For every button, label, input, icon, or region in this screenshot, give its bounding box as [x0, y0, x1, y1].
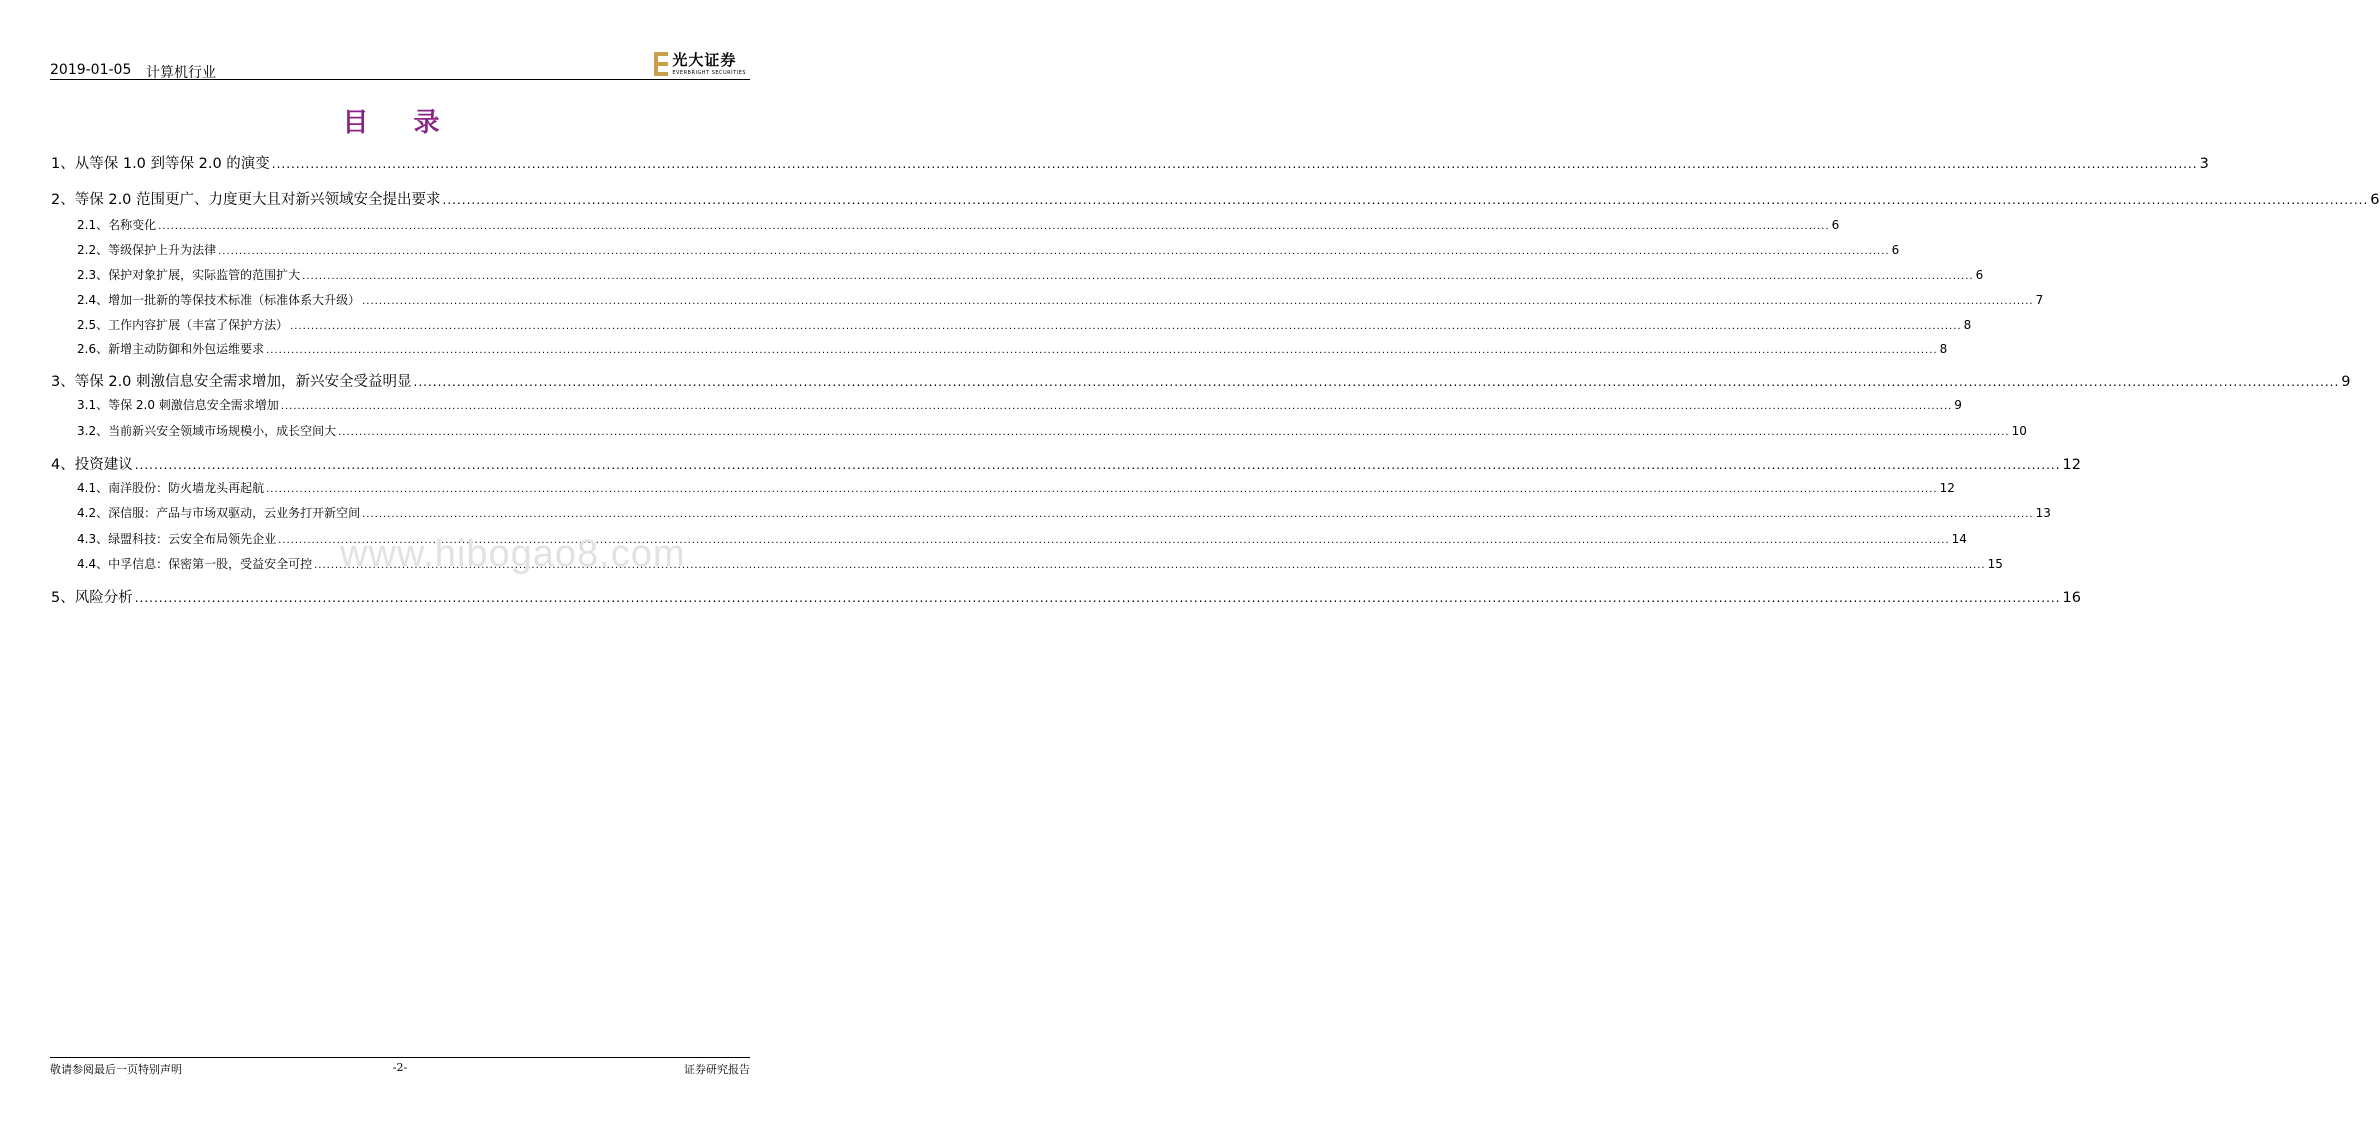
toc-entry-page: 7: [2035, 293, 2044, 307]
toc-entry[interactable]: [51, 291, 2044, 309]
toc-entry-title: 风险分析: [74, 590, 133, 606]
toc-entry-page: 10: [2011, 424, 2027, 438]
toc-entry-title: 南洋股份：防火墙龙头再起航: [108, 481, 265, 495]
toc-entry-title: 等保 2.0 范围更广、力度更大且对新兴领域安全提出要求: [74, 192, 441, 208]
toc-entry-title: 新增主动防御和外包运维要求: [108, 342, 265, 356]
toc-entry-number: 1、: [51, 156, 75, 172]
toc-entry-number: 5、: [51, 590, 75, 606]
toc-dot-leader: ................................................................................................................................................................................................................................................................................................................................................................................................................: [266, 484, 1938, 495]
page-header: [50, 50, 750, 80]
toc-entry-number: 2、: [51, 192, 75, 208]
toc-entry-number: 4.1、: [77, 481, 109, 495]
toc-entry[interactable]: [51, 396, 1962, 414]
toc-dot-leader: ................................................................................................................................................................................................................................................................................................................................................................................................................: [442, 193, 2369, 207]
toc-entry-number: 3、: [51, 374, 75, 390]
toc-entry-number: 3.2、: [77, 424, 109, 438]
report-type: 证券研究报告: [684, 1063, 750, 1076]
toc-entry-page: 8: [1963, 318, 1972, 332]
toc-entry[interactable]: [51, 555, 2003, 573]
toc-entry-number: 3.1、: [77, 398, 109, 412]
toc-entry-title: 增加一批新的等保技术标准（标准体系大升级）: [108, 293, 361, 307]
toc-entry[interactable]: [51, 479, 1955, 497]
toc-entry[interactable]: [51, 152, 2209, 174]
toc-entry[interactable]: [51, 370, 2351, 392]
toc-entry-page: 14: [1951, 532, 1967, 546]
toc-dot-leader: ................................................................................................................................................................................................................................................................................................................................................................................................................: [302, 271, 1974, 282]
toc-entry-page: 6: [1891, 243, 1900, 257]
logo-name-cn: 光大证券: [672, 50, 737, 69]
toc-dot-leader: ................................................................................................................................................................................................................................................................................................................................................................................................................: [134, 458, 2061, 472]
toc-entry[interactable]: [51, 530, 1967, 548]
toc-entry[interactable]: [51, 422, 2027, 440]
toc-entry-title: 名称变化: [108, 218, 157, 232]
logo-name-en: EVERBRIGHT SECURITIES: [672, 69, 746, 76]
toc-dot-leader: ................................................................................................................................................................................................................................................................................................................................................................................................................: [362, 296, 2034, 307]
toc-dot-leader: ................................................................................................................................................................................................................................................................................................................................................................................................................: [280, 401, 1953, 412]
toc-entry[interactable]: [51, 188, 2380, 210]
toc-entry[interactable]: [51, 340, 1948, 358]
toc-entry-number: 2.5、: [77, 318, 109, 332]
toc-entry-number: 2.4、: [77, 293, 109, 307]
toc-entry-title: 保护对象扩展，实际监管的范围扩大: [108, 268, 301, 282]
toc-entry[interactable]: [51, 316, 1972, 334]
logo-mark-icon: [654, 52, 668, 76]
toc-entry-number: 2.2、: [77, 243, 109, 257]
toc-entry-title: 等级保护上升为法律: [108, 243, 217, 257]
toc-dot-leader: ................................................................................................................................................................................................................................................................................................................................................................................................................: [362, 509, 2034, 520]
toc-entry-number: 2.1、: [77, 218, 109, 232]
toc-entry-title: 深信服：产品与市场双驱动，云业务打开新空间: [108, 506, 361, 520]
watermark: www.hibogao8.com: [340, 533, 686, 575]
toc-entry-page: 9: [1954, 398, 1962, 412]
everbright-logo: [654, 50, 746, 78]
toc-entry[interactable]: [51, 266, 1984, 284]
toc-entry[interactable]: [51, 504, 2051, 522]
toc-dot-leader: ................................................................................................................................................................................................................................................................................................................................................................................................................: [271, 157, 2198, 171]
toc-entry-page: 13: [2035, 506, 2051, 520]
toc-entry-number: 4、: [51, 457, 75, 473]
footer-divider: [50, 1057, 750, 1058]
toc-entry-title: 绿盟科技：云安全布局领先企业: [108, 532, 277, 546]
toc-entry[interactable]: [51, 586, 2081, 608]
toc-dot-leader: ................................................................................................................................................................................................................................................................................................................................................................................................................: [266, 345, 1938, 356]
toc-entry[interactable]: [51, 216, 1840, 234]
toc-entry-page: 12: [1939, 481, 1955, 495]
toc-dot-leader: ................................................................................................................................................................................................................................................................................................................................................................................................................: [314, 560, 1986, 571]
disclaimer-note: 敬请参阅最后一页特别声明: [50, 1063, 182, 1076]
toc-entry-page: 16: [2062, 590, 2081, 606]
toc-entry[interactable]: [51, 241, 1900, 259]
toc-entry-page: 9: [2341, 374, 2351, 390]
toc-entry-page: 8: [1939, 342, 1948, 356]
toc-entry-page: 15: [1987, 557, 2003, 571]
toc-entry[interactable]: [51, 453, 2081, 475]
toc-entry-number: 2.3、: [77, 268, 109, 282]
toc-entry-title: 等保 2.0 刺激信息安全需求增加，新兴安全受益明显: [74, 374, 412, 390]
toc-entry-page: 12: [2062, 457, 2081, 473]
toc-dot-leader: ................................................................................................................................................................................................................................................................................................................................................................................................................: [413, 375, 2340, 389]
toc-entry-number: 4.4、: [77, 557, 109, 571]
toc-entry-page: 3: [2199, 156, 2209, 172]
toc-dot-leader: ................................................................................................................................................................................................................................................................................................................................................................................................................: [290, 321, 1962, 332]
toc-entry-title: 当前新兴安全领域市场规模小，成长空间大: [108, 424, 337, 438]
toc-dot-leader: ................................................................................................................................................................................................................................................................................................................................................................................................................: [338, 427, 2010, 438]
toc-entry-title: 工作内容扩展（丰富了保护方法）: [108, 318, 289, 332]
toc-entry-title: 中孚信息：保密第一股，受益安全可控: [108, 557, 313, 571]
report-date: 2019-01-05: [50, 62, 132, 78]
toc-entry-number: 2.6、: [77, 342, 109, 356]
toc-entry-title: 等保 2.0 刺激信息安全需求增加: [108, 398, 279, 412]
toc-dot-leader: ................................................................................................................................................................................................................................................................................................................................................................................................................: [134, 591, 2061, 605]
toc-dot-leader: ................................................................................................................................................................................................................................................................................................................................................................................................................: [218, 246, 1890, 257]
toc-entry-page: 6: [1831, 218, 1840, 232]
page-number: -2-: [392, 1061, 408, 1074]
toc-dot-leader: ................................................................................................................................................................................................................................................................................................................................................................................................................: [158, 221, 1830, 232]
header-divider: [50, 79, 750, 80]
toc-entry-title: 投资建议: [74, 457, 133, 473]
toc-entry-number: 4.3、: [77, 532, 109, 546]
toc-dot-leader: ................................................................................................................................................................................................................................................................................................................................................................................................................: [278, 535, 1950, 546]
toc-title: 目 录: [342, 108, 458, 138]
toc-entry-page: 6: [2370, 192, 2380, 208]
toc-entry-number: 4.2、: [77, 506, 109, 520]
toc-entry-page: 6: [1975, 268, 1984, 282]
toc-entry-title: 从等保 1.0 到等保 2.0 的演变: [74, 156, 270, 172]
industry-label: 计算机行业: [146, 65, 216, 81]
